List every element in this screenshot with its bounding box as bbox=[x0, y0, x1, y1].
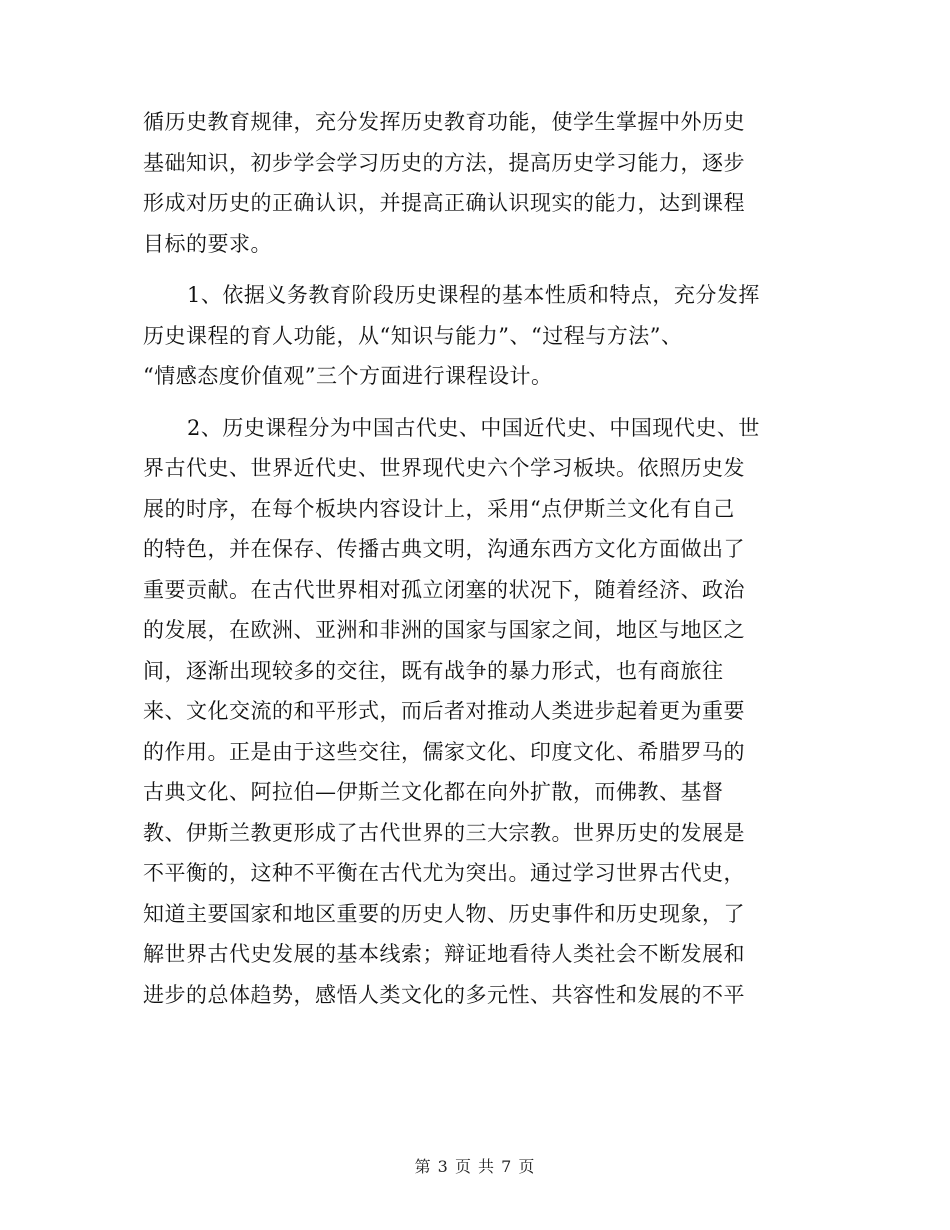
paragraph-gap bbox=[143, 264, 813, 275]
text-line: 不平衡的，这种不平衡在古代尤为突出。通过学习世界古代史， bbox=[143, 861, 745, 885]
text-line: 界古代史、世界近代史、世界现代史六个学习板块。依照历史发 bbox=[143, 456, 745, 480]
text-line: 的发展，在欧洲、亚洲和非洲的国家与国家之间，地区与地区之 bbox=[143, 618, 745, 642]
page-number-footer: 第 3 页 共 7 页 bbox=[414, 1157, 536, 1176]
text-line: 来、文化交流的和平形式，而后者对推动人类进步起着更为重要 bbox=[143, 699, 745, 723]
text-line: 教、伊斯兰教更形成了古代世界的三大宗教。世界历史的发展是 bbox=[143, 820, 745, 845]
text-line: 重要贡献。在古代世界相对孤立闭塞的状况下，随着经济、政治 bbox=[143, 577, 745, 602]
text-line: 展的时序，在每个板块内容设计上，采用“点伊斯兰文化有自己 bbox=[143, 496, 735, 521]
text-line: 知道主要国家和地区重要的历史人物、历史事件和历史现象，了 bbox=[143, 901, 745, 926]
text-line: 历史课程的育人功能，从“知识与能力”、“过程与方法”、 bbox=[143, 323, 683, 348]
paragraph-gap bbox=[143, 397, 813, 408]
text-line: 形成对历史的正确认识，并提高正确认识现实的能力，达到课程 bbox=[143, 191, 745, 215]
text-line: 进步的总体趋势，感悟人类文化的多元性、共容性和发展的不平 bbox=[143, 982, 745, 1007]
text-line: 古典文化、阿拉伯—伊斯兰文化都在向外扩散，而佛教、基督 bbox=[143, 780, 724, 804]
text-line: “情感态度价值观”三个方面进行课程设计。 bbox=[143, 364, 553, 388]
text-line: 解世界古代史发展的基本线索；辩证地看待人类社会不断发展和 bbox=[143, 942, 745, 966]
text-line: 目标的要求。 bbox=[143, 231, 272, 256]
text-line: 1、依据义务教育阶段历史课程的基本性质和特点，充分发挥 bbox=[187, 283, 760, 307]
document-body bbox=[143, 102, 813, 1015]
text-line: 2、历史课程分为中国古代史、中国近代史、中国现代史、世 bbox=[187, 415, 760, 440]
text-line: 的特色，并在保存、传播古典文明，沟通东西方文化方面做出了 bbox=[143, 537, 745, 561]
text-line: 间，逐渐出现较多的交往，既有战争的暴力形式，也有商旅往 bbox=[143, 658, 724, 683]
text-line: 循历史教育规律，充分发挥历史教育功能，使学生掌握中外历史 bbox=[143, 110, 745, 134]
text-line: 的作用。正是由于这些交往，儒家文化、印度文化、希腊罗马的 bbox=[143, 739, 745, 764]
text-line: 基础知识，初步学会学习历史的方法，提高历史学习能力，逐步 bbox=[143, 150, 745, 175]
